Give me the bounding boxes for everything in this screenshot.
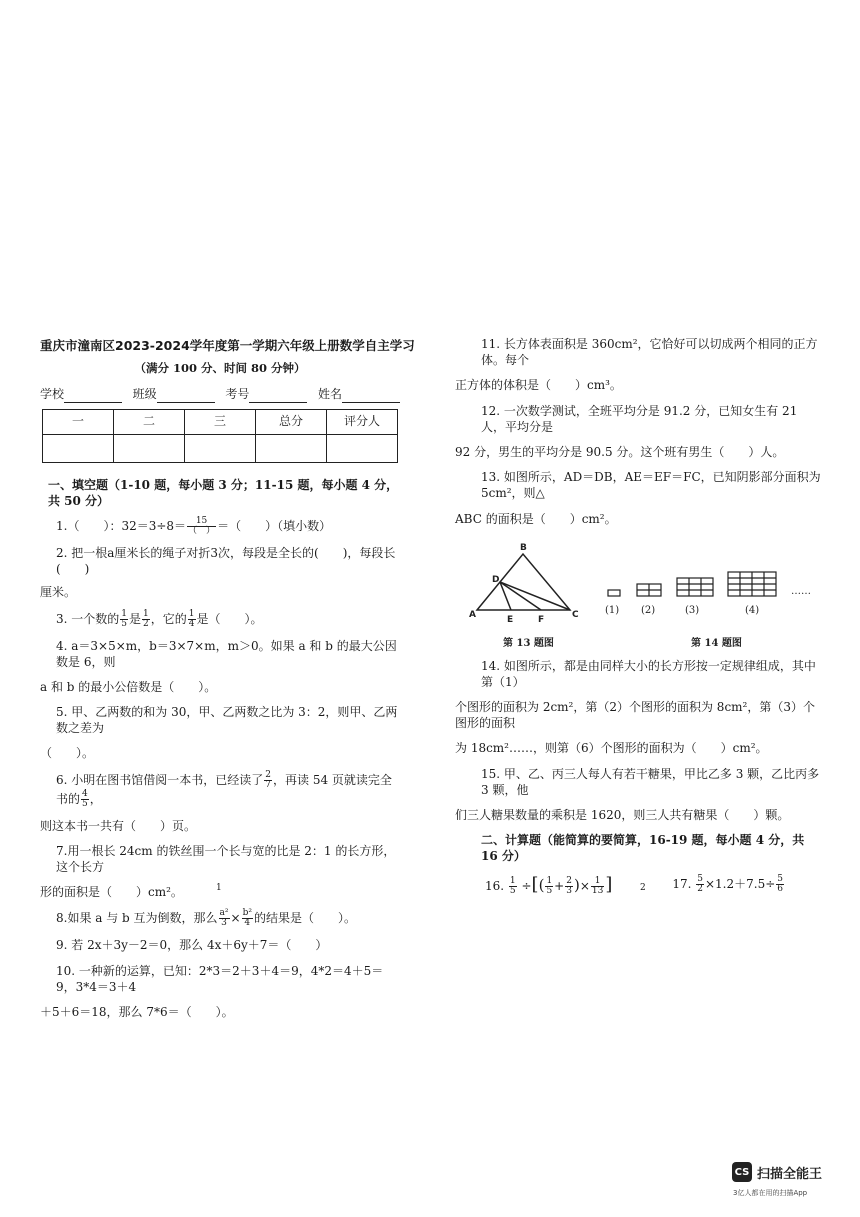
pattern-label-2: (2): [641, 604, 656, 616]
point-D: D: [492, 574, 500, 585]
question-2: 2. 把一根a厘米长的绳子对折3次，每段是全长的( )，每段长( ): [56, 545, 396, 577]
question-13: 13. 如图所示，AD＝DB，AE＝EF＝FC，已知阴影部分面积为 5cm²，则△: [481, 470, 821, 501]
scanner-watermark: [732, 1162, 822, 1182]
question-list: [40, 517, 400, 1020]
question-11-cont: 正方体的体积是（ ）cm³。: [455, 378, 622, 393]
figures: [455, 536, 825, 652]
score-header: 二: [114, 409, 185, 434]
question-14-cont: 个图形的面积为 2cm²，第（2）个图形的面积为 8cm²，第（3）个图形的面积: [455, 700, 815, 731]
score-cell[interactable]: [43, 434, 114, 462]
point-A: A: [469, 609, 476, 620]
point-E: E: [507, 614, 514, 625]
pattern-label-3: (3): [685, 604, 700, 616]
score-cell[interactable]: [185, 434, 256, 462]
point-B: B: [520, 542, 527, 553]
score-header: 三: [185, 409, 256, 434]
question-9: 9. 若 2x＋3y－2＝0，那么 4x＋6y＋7＝（ ）: [56, 938, 328, 953]
point-F: F: [538, 614, 545, 625]
scanner-tagline: 3亿人都在用的扫描App: [733, 1189, 808, 1197]
pattern-figures: [608, 572, 776, 596]
page-number-right: 2: [640, 883, 646, 893]
question-12-cont: 92 分，男生的平均分是 90.5 分。这个班有男生（ ）人。: [455, 444, 785, 459]
question-5: 5. 甲、乙两数的和为 30，甲、乙两数之比为 3：2，则甲、乙两数之差为: [56, 705, 398, 736]
score-cell[interactable]: [114, 434, 185, 462]
section-heading-2: 二、计算题（能简算的要简算，16-19 题，每小题 4 分，共 16 分）: [481, 833, 805, 864]
page-number-left: 1: [216, 883, 222, 893]
question-1: 1.（ ）：32＝3÷8＝ $\frac{15}{( )}$ ＝（ ）（填小数）: [56, 515, 332, 536]
student-info-fields: [40, 386, 400, 402]
pattern-label-1: (1): [605, 604, 620, 616]
question-15: 15. 甲、乙、丙三人每人有若干糖果，甲比乙多 3 颗，乙比丙多 3 颗，他: [481, 766, 820, 797]
score-header: 一: [43, 409, 114, 434]
question-12: 12. 一次数学测试，全班平均分是 91.2 分，已知女生有 21 人，平均分是: [481, 403, 798, 434]
score-header: 总分: [256, 409, 327, 434]
continuation-dots: ……: [791, 585, 811, 597]
figure-13-14: [455, 536, 825, 652]
point-C: C: [572, 609, 579, 620]
school-field[interactable]: 学校: [40, 386, 122, 402]
question-8: 8.如果 a 与 b 互为倒数，那么 $\frac{\text{a²}}{3}$ × $\frac{\text{b²}}{4}$ 的结果是（ ）。: [56, 908, 356, 929]
question-6-cont: 则这本书一共有（ ）页。: [40, 818, 197, 833]
question-4: 4. a＝3×5×m，b＝3×7×m，m＞0。如果 a 和 b 的最大公因数是 6，则: [56, 638, 397, 669]
camscanner-logo-icon: CS: [732, 1162, 752, 1182]
question-7-cont: 形的面积是（ ）cm²。: [40, 885, 183, 900]
question-2-cont: 厘米。: [40, 585, 77, 600]
fraction: $\frac{15}{( )}$: [188, 515, 216, 536]
left-page: [40, 332, 415, 1029]
score-header: 评分人: [327, 409, 398, 434]
question-5-cont: （ ）。: [40, 746, 95, 761]
exam-subtitle: （满分 100 分、时间 80 分钟）: [134, 360, 306, 375]
question-14: 14. 如图所示，都是由同样大小的长方形按一定规律组成，其中第（1）: [481, 658, 816, 689]
question-10-cont: ＋5＋6＝18，那么 7*6＝（ ）。: [40, 1004, 234, 1019]
question-11: 11. 长方体表面积是 360cm²，它恰好可以切成两个相同的正方体。每个: [481, 337, 818, 368]
score-table: [42, 409, 398, 463]
score-cell[interactable]: [327, 434, 398, 462]
question-16: 16. $\frac{1}{5}$ ÷[( $\frac{1}{5}$ + $\frac{2}{3}$ )× $\frac{1}{13}$ ]: [485, 873, 613, 896]
question-list-right: [455, 336, 825, 527]
section-heading: 一、填空题（1-10 题，每小题 3 分；11-15 题，每小题 4 分，共 50 分）: [48, 477, 399, 508]
question-13-cont: ABC 的面积是（ ）cm²。: [455, 511, 617, 526]
score-cell[interactable]: [256, 434, 327, 462]
exam-title: 重庆市潼南区2023-2024学年度第一学期六年级上册数学自主学习: [40, 338, 415, 353]
figure-14-caption: 第 14 题图: [691, 637, 742, 649]
triangle-figure: [477, 554, 570, 610]
question-14-cont2: 为 18cm²……，则第（6）个图形的面积为（ ）cm²。: [455, 741, 768, 756]
name-field[interactable]: 姓名: [318, 386, 400, 402]
scanner-app-name: 扫描全能王: [757, 1166, 823, 1182]
question-10: 10. 一种新的运算，已知：2*3＝2＋3＋4＝9，4*2＝4＋5＝9，3*4＝3＋4: [56, 963, 384, 994]
question-list-right-2: [455, 658, 825, 824]
question-17: 17. $\frac{5}{2}$ ×1.2＋7.5÷ $\frac{5}{6}$: [672, 874, 783, 895]
exam-no-field[interactable]: 考号: [225, 386, 307, 402]
pattern-label-4: (4): [745, 604, 760, 616]
question-7: 7.用一根长 24cm 的铁丝围一个长与宽的比是 2：1 的长方形，这个长方: [56, 843, 396, 875]
question-4-cont: a 和 b 的最小公倍数是（ ）。: [40, 679, 217, 694]
right-page: [455, 336, 825, 897]
question-15-cont: 们三人糖果数量的乘积是 1620，则三人共有糖果（ ）颗。: [455, 808, 790, 822]
question-3: 3. 一个数的 $\frac{1}{5}$ 是 $\frac{1}{2}$ ，它的 $\frac{1}{4}$ 是（ ）。: [56, 608, 263, 629]
figure-13-caption: 第 13 题图: [503, 637, 554, 649]
calc-row: [485, 873, 785, 897]
class-field[interactable]: 班级: [133, 386, 215, 402]
question-6: 6. 小明在图书馆借阅一本书，已经读了 $\frac{2}{7}$ ，再读 54 页就读完全书的 $\frac{4}{5}$ ，: [56, 769, 392, 809]
